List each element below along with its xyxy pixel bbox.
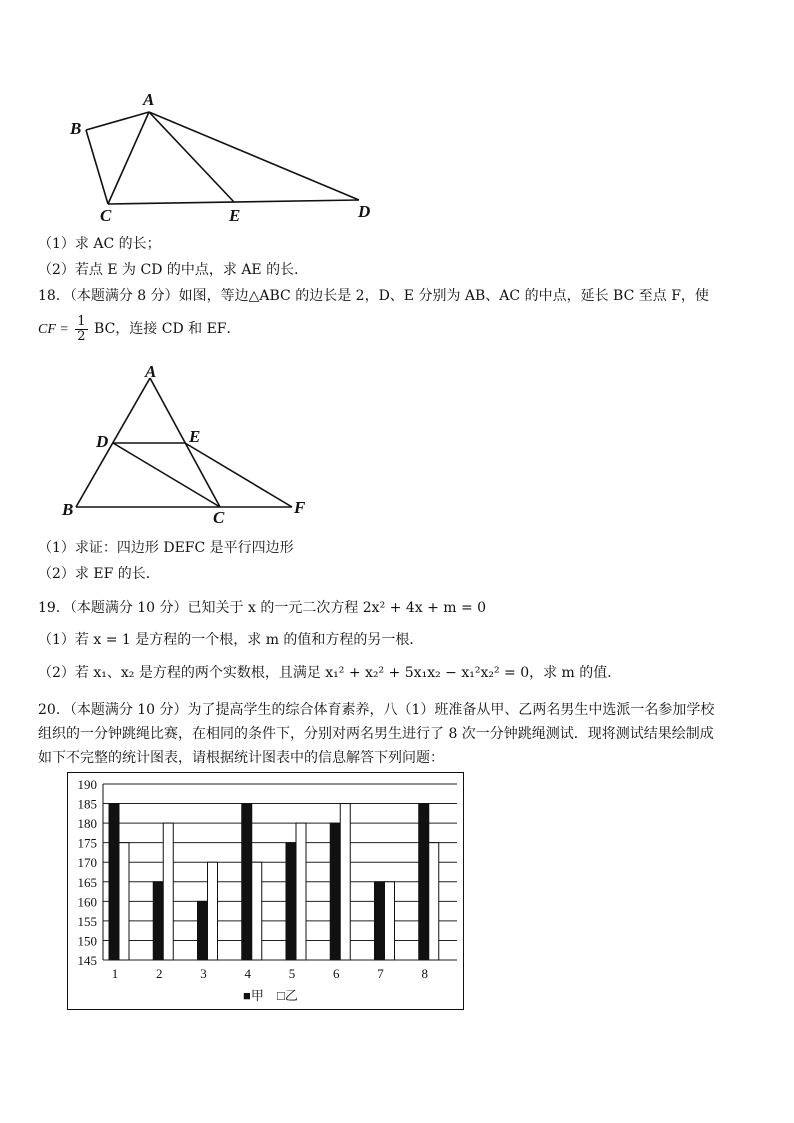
bar-jia [198, 901, 208, 960]
bar-yi [163, 823, 173, 960]
bar-yi [119, 843, 129, 960]
bar-yi [296, 823, 306, 960]
x-tick-label: 6 [333, 966, 340, 981]
y-tick-label: 160 [77, 894, 97, 910]
edge-CA [108, 112, 149, 204]
fig2-label-F: F [294, 498, 306, 517]
edge-BC [86, 130, 108, 204]
q18-part2: （2）求 EF 的长． [38, 566, 160, 582]
bar-jia [242, 804, 252, 960]
fraction-numerator: 1 [77, 313, 86, 329]
x-tick-label: 7 [377, 966, 384, 981]
bar-yi [385, 882, 395, 960]
q20-line2: 组织的一分钟跳绳比赛，在相同的条件下，分别对两名男生进行了 8 次一分钟跳绳测试．现将测试结果绘制成 [38, 726, 714, 742]
fig1-label-C: C [100, 206, 112, 225]
q18-part1: （1）求证：四边形 DEFC 是平行四边形 [38, 540, 294, 556]
edge-BA [86, 112, 149, 130]
y-tick-label: 170 [77, 855, 97, 871]
bar-jia [375, 882, 385, 960]
fraction-one-half [75, 315, 87, 344]
y-tick-label: 175 [77, 835, 97, 851]
bar-yi [429, 843, 439, 960]
fig1-label-B: B [70, 119, 82, 138]
y-tick-label: 185 [77, 796, 97, 812]
q19-part1: （1）若 x = 1 是方程的一个根，求 m 的值和方程的另一根． [38, 632, 424, 648]
x-tick-label: 2 [156, 966, 163, 981]
jump-rope-chart-svg [67, 772, 464, 1010]
edge-AD [149, 112, 359, 200]
x-tick-label: 3 [200, 966, 207, 981]
q20-line1: 20．（本题满分 10 分）为了提高学生的综合体育素养，八（1）班准备从甲、乙两名男生中选派一名参加学校 [38, 702, 715, 718]
fig2-label-A: A [145, 362, 157, 381]
q18-line2 [38, 314, 241, 345]
fig2-label-D: D [96, 432, 109, 451]
y-tick-label: 190 [77, 777, 97, 792]
x-tick-label: 5 [288, 966, 296, 981]
edge-DC [113, 443, 220, 507]
y-tick-label: 150 [77, 933, 97, 949]
fraction-denominator: 2 [77, 328, 86, 344]
bar-jia [109, 804, 119, 960]
fig1-label-E: E [229, 206, 241, 225]
fig1-label-D: D [358, 202, 371, 221]
bar-yi [340, 804, 350, 960]
jump-rope-chart [67, 772, 464, 1010]
legend-yi: □乙 [277, 988, 298, 1003]
y-tick-label: 180 [77, 816, 97, 832]
q20-line3: 如下不完整的统计图表，请根据统计图表中的信息解答下列问题： [38, 750, 444, 766]
y-tick-label: 145 [77, 953, 97, 968]
x-tick-label: 1 [111, 966, 119, 981]
bar-yi [252, 862, 262, 960]
x-tick-label: 8 [421, 966, 428, 981]
fig2-label-B: B [62, 500, 74, 519]
q19-part2: （2）若 x₁、x₂ 是方程的两个实数根，且满足 x₁² + x₂² + 5x₁x₂ − x₁²x₂² = 0，求 m 的值． [38, 665, 622, 681]
x-tick-label: 4 [244, 966, 251, 981]
y-tick-label: 155 [77, 913, 97, 929]
bar-jia [419, 804, 429, 960]
q18-line1: 18．（本题满分 8 分）如图，等边△ABC 的边长是 2，D、E 分别为 AB、AC 的中点，延长 BC 至点 F，使 [38, 288, 709, 304]
legend-jia: ■甲 [243, 988, 264, 1003]
fig2-label-C: C [213, 508, 225, 527]
q17-part1: （1）求 AC 的长； [38, 236, 161, 252]
q19-line1: 19．（本题满分 10 分）已知关于 x 的一元二次方程 2x² + 4x + m = 0 [38, 600, 487, 616]
fig1-label-A: A [143, 90, 155, 109]
y-tick-label: 165 [77, 874, 97, 890]
bar-jia [330, 823, 340, 960]
edge-AE [149, 112, 234, 202]
q17-part2: （2）若点 E 为 CD 的中点，求 AE 的长． [38, 262, 309, 278]
bar-yi [208, 862, 218, 960]
edge-EF [185, 443, 292, 507]
q18-line2-pre: CF = [38, 322, 69, 337]
q18-line2-post: BC，连接 CD 和 EF． [94, 321, 241, 337]
fig2-label-E: E [189, 427, 201, 446]
bar-jia [286, 843, 296, 960]
bar-jia [153, 882, 163, 960]
